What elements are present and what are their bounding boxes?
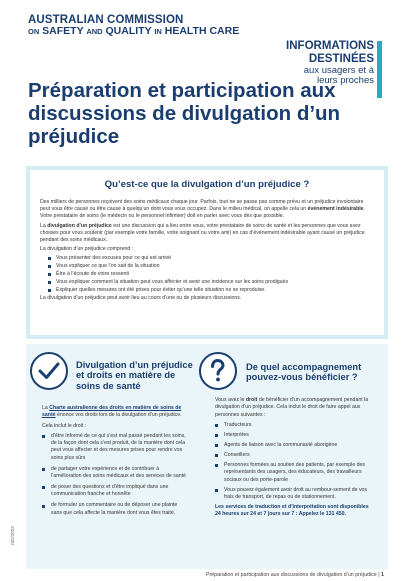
support-list-item: Agents de liaison avec la communauté aborigène (215, 442, 375, 449)
interpreter-services-note: Les services de traduction et d’interprétation sont disponibles 24 heures sur 24 et 7 jours sur 7 : Appelez le 131 450. (215, 504, 369, 518)
rights-heading: Divulgation d’un préjudice et droits en matière de soins de santé (76, 360, 193, 391)
question-mark-icon (199, 352, 237, 390)
rights-list (42, 433, 187, 517)
logo-word-in: IN (154, 27, 162, 37)
page-footer (206, 572, 384, 578)
logo-line1: AUSTRALIAN COMMISSION (28, 14, 184, 26)
rights-list-item: de poser des questions et d’être impliqué dans une communication franche et honnête (42, 484, 187, 499)
support-list-item: Conseillers (215, 452, 375, 459)
checkmark-icon-graphic (32, 354, 65, 387)
intro-p2-bold: divulgation d’un préjudice (47, 222, 112, 229)
support-p1-rest: de bénéficier d’un accompagnement pendant la divulgation d’un préjudice. Cela inclut le droit de faire appel aux personnes suivantes : (215, 397, 369, 418)
support-list (215, 422, 375, 502)
intro-paragraph-4: La divulgation d’un préjudice peut avoir lieu au cours d’une ou de plusieurs discussions. (40, 295, 242, 302)
page-number: 1 (381, 572, 384, 578)
support-list-item: Interprètes (215, 432, 375, 439)
audience-accent-bar (377, 41, 382, 98)
logo-word-on: ON (28, 27, 40, 37)
intro-list-item: Expliquer quelles mesures ont été prises pour éviter qu’une telle situation ne se reproduise. (48, 287, 374, 294)
support-list-item: Traducteurs (215, 422, 375, 429)
support-list-item: Vous pouvez également avoir droit au rembour-sement de vos frais de transport, de repas ou de stationnement. (215, 487, 375, 502)
logo-word-and: AND (86, 27, 103, 37)
support-p1-start: Vous avez le (215, 397, 246, 403)
checkmark-icon (30, 352, 68, 390)
intro-p2-start: La (40, 222, 48, 229)
intro-p1-text: Des milliers de personnes reçoivent des soins médicaux chaque jour. Parfois, tout ne se passe pas comme prévu et un préjudice involontaire peut vous être causé ou être causé à quelqu’un dont vous vous occupez. Dans le milieu médical, on appelle cela un (40, 199, 364, 213)
intro-paragraph-3: La divulgation d’un préjudice comprend : (40, 246, 134, 253)
rights-paragraph-2: Cela inclut le droit : (42, 422, 87, 429)
audience-line1: INFORMATIONS (286, 40, 374, 52)
support-column (215, 397, 375, 522)
charter-link[interactable]: Charte australienne des droits en matière de soins de santé (42, 405, 182, 419)
intro-list (48, 255, 374, 294)
logo-word-quality: QUALITY (102, 25, 155, 38)
support-heading: De quel accompagnement pouvez-vous bénéficier ? (246, 362, 362, 383)
intro-list-item: Être à l’écoute de votre ressenti (48, 271, 374, 278)
rights-list-item: de formuler un commentaire ou de déposer une plainte sans que cela affecte la manière dont vous êtes traité. (42, 502, 187, 517)
audience-line4: leurs proches (316, 75, 374, 87)
question-mark-icon-graphic (201, 354, 234, 387)
support-p1-bold: droit (245, 397, 258, 403)
logo-word-safety: SAFETY (39, 25, 87, 38)
intro-list-item: Vous expliquer ce que l’on sait de la situation (48, 263, 374, 270)
intro-p1-end: . Votre prestataire de soins (le médecin ou le personnel infirmier) doit en parler avec vous dès que possible. (40, 206, 366, 220)
logo-word-health-care: HEALTH CARE (161, 25, 240, 38)
rights-list-item: de partager votre expérience et de contribuer à l’amélioration des soins médicaux et des services de santé (42, 466, 187, 481)
rights-paragraph-1 (42, 405, 187, 420)
intro-p2-rest: est une discussion qui a lieu entre vous, votre prestataire de soins de santé et les personnes que vous avez choisies pour vous soutenir (par exemple votre famille, votre soignant ou votre ami) en cas d’événement indésirable ayant causé un préjudice pendant des soins médicaux. (40, 222, 365, 243)
rights-column (42, 405, 187, 521)
intro-paragraph-1 (40, 199, 374, 221)
logo-line2 (28, 26, 239, 37)
audience-line3: aux usagers et à (303, 64, 374, 76)
support-list-item: Personnes formées au soutien des patients, par exemple des représentants des usagers, des éducateurs, des travailleurs sociaux ou des porte-parole (215, 462, 375, 484)
support-paragraph-1 (215, 397, 375, 419)
intro-paragraph-2 (40, 223, 374, 245)
rights-list-item: d’être informé de ce qui s’est mal passé pendant les soins, de la façon dont cela s’est produit, de la manière dont cela peut vous affecter et des mesures prises pour rendre vos soins plus sûrs (42, 433, 187, 462)
commission-logo (28, 14, 239, 37)
intro-list-item: Vous expliquer comment la situation peut vous affecter et avoir une incidence sur les soins prodigués (48, 279, 374, 286)
intro-box (26, 166, 388, 339)
footer-text: Préparation et participation aux discussions de divulgation d’un préjudice | (205, 572, 382, 578)
document-code: ISD/2023 (10, 526, 15, 545)
page-title: Préparation et participation aux discussions de divulgation d’un préjudice (28, 79, 341, 148)
rights-p1-start: La (42, 405, 50, 411)
rights-p1-rest: énonce vos droits lors de la divulgation d’un préjudice. (55, 412, 182, 419)
intro-heading: Qu’est-ce que la divulgation d’un préjudice ? (104, 179, 310, 190)
intro-list-item: Vous présenter des excuses pour ce qui est arrivé (48, 255, 374, 262)
intro-p1-bold: événement indésirable (307, 206, 364, 213)
audience-line2: DESTINÉES (308, 52, 374, 65)
